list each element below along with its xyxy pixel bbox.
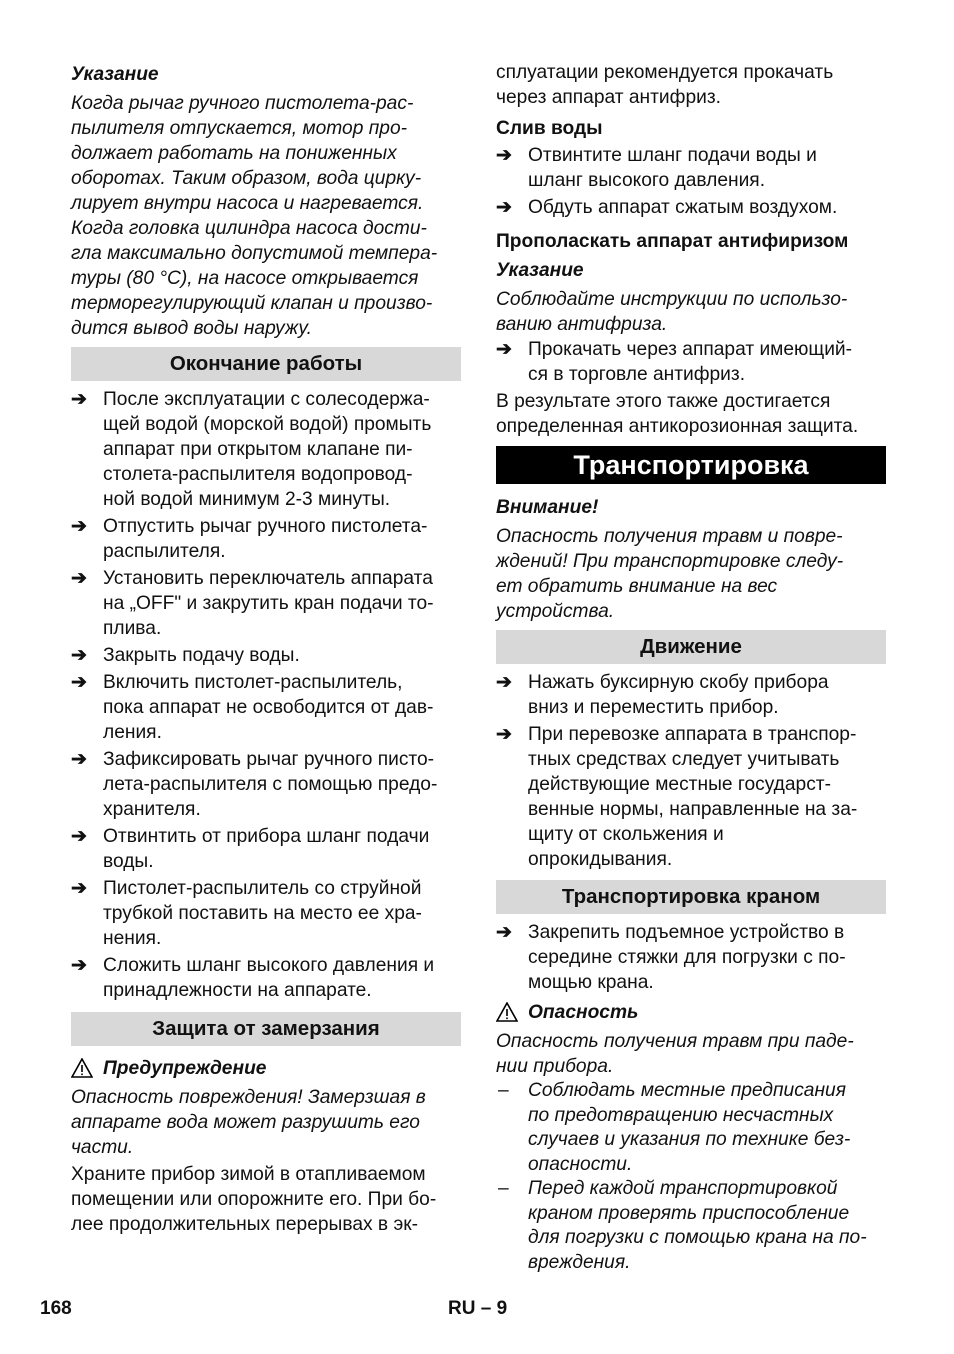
text-line: оборотах. Таким образом, вода цирку- xyxy=(71,168,422,189)
drain-heading: Слив воды xyxy=(496,118,603,139)
list-item-line: ления. xyxy=(103,722,162,743)
list-item-line: Включить пистолет-распылитель, xyxy=(103,672,403,693)
list-item-line: аппарат при открытом клапане пи- xyxy=(103,439,413,460)
list-item-line: Отвинтите шланг подачи воды и xyxy=(528,145,817,166)
list-item xyxy=(496,722,886,872)
text-line: дится вывод воды наружу. xyxy=(71,318,313,339)
list-item-line: принадлежности на аппарате. xyxy=(103,980,372,1001)
text-line: устройства. xyxy=(496,601,615,622)
text-line: Когда рычаг ручного пистолета-рас- xyxy=(71,93,414,114)
list-item xyxy=(71,670,461,745)
list-item-line: щиту от скольжения и xyxy=(528,824,724,845)
list-item-line: лета-распылителя с помощью предо- xyxy=(103,774,438,795)
attention-title: Внимание! xyxy=(496,497,599,518)
arrow-right-icon: ➔ xyxy=(496,197,512,218)
text-line: сплуатации рекомендуется прокачать xyxy=(496,62,834,83)
arrow-right-icon: ➔ xyxy=(71,389,87,410)
arrow-right-icon: ➔ xyxy=(71,516,87,537)
danger-rules-list xyxy=(496,1079,886,1275)
list-item-line: для погрузки с помощью крана на по- xyxy=(528,1227,867,1248)
note-text xyxy=(71,91,461,341)
list-item-line: распылителя. xyxy=(103,541,226,562)
rinse-steps-list xyxy=(496,337,886,387)
list-item xyxy=(496,1079,886,1177)
list-item-line: Обдуть аппарат сжатым воздухом. xyxy=(528,197,838,218)
warning-block-header xyxy=(71,1056,461,1081)
arrow-right-icon: ➔ xyxy=(496,145,512,166)
list-item-line: Пистолет-распылитель со струйной xyxy=(103,878,422,899)
arrow-right-icon: ➔ xyxy=(71,645,87,666)
list-item-line: щей водой (морской водой) промыть xyxy=(103,414,432,435)
note-title: Указание xyxy=(71,64,159,85)
list-item xyxy=(496,670,886,720)
text-line: лее продолжительных перерывах в эк- xyxy=(71,1214,419,1235)
list-item-line: опрокидывания. xyxy=(528,849,673,870)
list-item-line: нения. xyxy=(103,928,162,949)
list-item xyxy=(71,514,461,564)
list-item-line: воды. xyxy=(103,851,154,872)
list-item-line: После эксплуатации с солесодержа- xyxy=(103,389,430,410)
crane-steps-list xyxy=(496,920,886,995)
text-line: ванию антифриза. xyxy=(496,314,668,335)
list-item-line: тных средствах следует учитывать xyxy=(528,749,840,770)
transport-title: Транспортировка xyxy=(496,446,886,484)
list-item-line: Нажать буксирную скобу прибора xyxy=(528,672,829,693)
movement-steps-list xyxy=(496,670,886,872)
text-line: гла максимально допустимой темпера- xyxy=(71,243,438,264)
language-page-label: RU – 9 xyxy=(448,1298,508,1319)
dash-bullet: – xyxy=(498,1080,509,1101)
section-heading-movement: Движение xyxy=(496,630,886,664)
text-line: помещении или опорожните его. При бо- xyxy=(71,1189,437,1210)
text-line: Соблюдайте инструкции по использо- xyxy=(496,289,848,310)
arrow-right-icon: ➔ xyxy=(496,339,512,360)
arrow-right-icon: ➔ xyxy=(496,724,512,745)
list-item-line: Закрепить подъемное устройство в xyxy=(528,922,845,943)
text-line: определенная антикорозионная защита. xyxy=(496,416,859,437)
left-column xyxy=(71,60,461,1237)
list-item-line: Сложить шланг высокого давления и xyxy=(103,955,435,976)
list-item-line: Перед каждой транспортировкой xyxy=(528,1178,838,1199)
rinse-heading: Прополаскать аппарат антифиризом xyxy=(496,231,849,252)
text-line: терморегулирующий клапан и произво- xyxy=(71,293,433,314)
right-column xyxy=(496,60,886,1275)
list-item xyxy=(71,953,461,1003)
text-line: должает работать на пониженных xyxy=(71,143,397,164)
list-item-line: трубкой поставить на место ее хра- xyxy=(103,903,422,924)
list-item-line: по предотвращению несчастных xyxy=(528,1104,834,1126)
attention-text xyxy=(496,524,886,624)
arrow-right-icon: ➔ xyxy=(71,878,87,899)
drain-steps-list xyxy=(496,143,886,220)
list-item-line: шланг высокого давления. xyxy=(528,170,766,191)
list-item xyxy=(496,337,886,387)
list-item-line: Зафиксировать рычаг ручного писто- xyxy=(103,749,435,770)
page-number: 168 xyxy=(40,1298,72,1319)
list-item-line: вреждения. xyxy=(528,1251,631,1273)
result-text xyxy=(496,389,886,439)
arrow-right-icon: ➔ xyxy=(71,826,87,847)
text-line: через аппарат антифриз. xyxy=(496,87,721,108)
text-line: Опасность получения травм и повре- xyxy=(496,526,843,547)
list-item-line: опасности. xyxy=(528,1153,633,1175)
text-line: части. xyxy=(71,1137,134,1158)
list-item xyxy=(496,920,886,995)
list-item xyxy=(71,566,461,641)
text-line: нии прибора. xyxy=(496,1056,614,1077)
text-line: Опасность получения травм при паде- xyxy=(496,1031,854,1052)
text-line: Когда головка цилиндра насоса дости- xyxy=(71,218,427,239)
list-item xyxy=(496,195,886,220)
arrow-right-icon: ➔ xyxy=(71,672,87,693)
text-line: пылителя отпускается, мотор про- xyxy=(71,118,408,139)
list-item-line: плива. xyxy=(103,618,162,639)
list-item-line: столета-распылителя водопровод- xyxy=(103,464,413,485)
list-item xyxy=(71,643,461,668)
text-line: лирует внутри насоса и нагревается. xyxy=(71,193,424,214)
list-item-line: мощью крана. xyxy=(528,972,654,993)
arrow-right-icon: ➔ xyxy=(71,749,87,770)
list-item-line: случаев и указания по технике без- xyxy=(528,1129,851,1150)
list-item-line: вниз и переместить прибор. xyxy=(528,697,779,718)
arrow-right-icon: ➔ xyxy=(71,955,87,976)
warning-title: Предупреждение xyxy=(103,1058,267,1079)
list-item-line: Установить переключатель аппарата xyxy=(103,568,433,589)
note-text-right xyxy=(496,287,886,337)
list-item xyxy=(71,876,461,951)
list-item xyxy=(496,143,886,193)
danger-title: Опасность xyxy=(528,1002,639,1023)
warning-triangle-icon xyxy=(71,1058,93,1078)
list-item-line: пока аппарат не освободится от дав- xyxy=(103,697,434,718)
list-item-line: венные нормы, направленные на за- xyxy=(528,799,858,820)
text-line: ет обратить внимание на вес xyxy=(496,576,778,597)
list-item-line: При перевозке аппарата в транспор- xyxy=(528,724,857,745)
list-item-line: Прокачать через аппарат имеющий- xyxy=(528,339,853,360)
list-item-line: краном проверять приспособление xyxy=(528,1202,850,1224)
arrow-right-icon: ➔ xyxy=(496,672,512,693)
note-title-right: Указание xyxy=(496,260,584,281)
arrow-right-icon: ➔ xyxy=(496,922,512,943)
list-item-line: ся в торговле антифриз. xyxy=(528,364,746,385)
list-item-line: на „OFF" и закрутить кран подачи то- xyxy=(103,593,434,614)
text-line: ждений! При транспортировке следу- xyxy=(496,551,844,572)
text-line: туры (80 °C), на насосе открывается xyxy=(71,268,419,289)
list-item-line: Отвинтить от прибора шланг подачи xyxy=(103,826,430,847)
list-item-line: Закрыть подачу воды. xyxy=(103,645,300,666)
list-item-line: Соблюдать местные предписания xyxy=(528,1080,846,1101)
text-line: Храните прибор зимой в отапливаемом xyxy=(71,1164,426,1185)
dash-bullet: – xyxy=(498,1178,509,1199)
danger-block-header xyxy=(496,1000,886,1025)
section-heading-crane: Транспортировка краном xyxy=(496,880,886,914)
list-item-line: Отпустить рычаг ручного пистолета- xyxy=(103,516,428,537)
list-item-line: ной водой минимум 2-3 минуты. xyxy=(103,489,391,510)
section-heading-frost: Защита от замерзания xyxy=(71,1012,461,1046)
list-item-line: хранителя. xyxy=(103,799,201,820)
text-line: Опасность повреждения! Замерзшая в xyxy=(71,1087,426,1108)
warning-triangle-icon xyxy=(496,1002,518,1022)
storage-text xyxy=(71,1162,461,1237)
finish-steps-list xyxy=(71,387,461,1003)
continued-text xyxy=(496,60,886,110)
danger-text xyxy=(496,1029,886,1079)
warning-text xyxy=(71,1085,461,1160)
list-item xyxy=(496,1177,886,1275)
list-item-line: действующие местные государст- xyxy=(528,774,831,795)
section-heading-finish: Окончание работы xyxy=(71,347,461,381)
list-item xyxy=(71,747,461,822)
list-item xyxy=(71,387,461,512)
list-item xyxy=(71,824,461,874)
text-line: аппарате вода может разрушить его xyxy=(71,1112,420,1133)
arrow-right-icon: ➔ xyxy=(71,568,87,589)
list-item-line: середине стяжки для погрузки с по- xyxy=(528,947,846,968)
text-line: В результате этого также достигается xyxy=(496,391,831,412)
